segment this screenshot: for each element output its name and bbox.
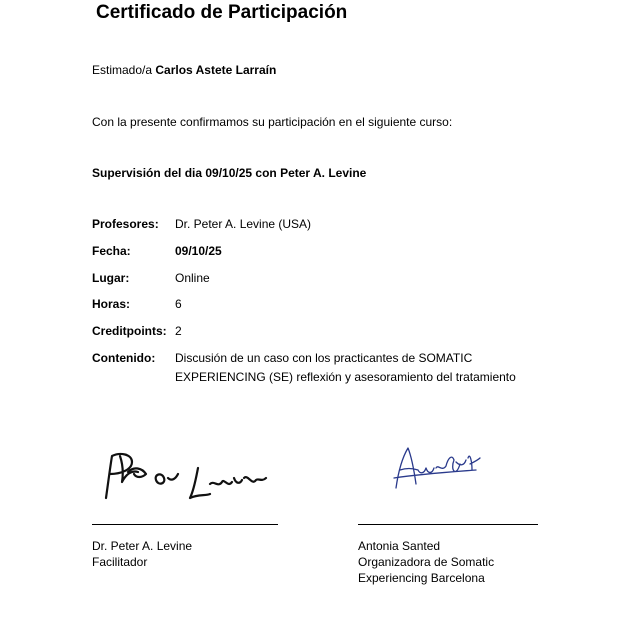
detail-label: Profesores: bbox=[92, 217, 159, 231]
detail-label: Contenido: bbox=[92, 351, 156, 365]
signature-line-right bbox=[358, 524, 538, 525]
course-title: Supervisión del dia 09/10/25 con Peter A. Levine bbox=[92, 166, 367, 180]
signer-name: Antonia Santed bbox=[358, 539, 441, 553]
signature-peter-levine bbox=[98, 448, 270, 504]
signer-name: Dr. Peter A. Levine bbox=[92, 539, 193, 553]
detail-value: Dr. Peter A. Levine (USA) bbox=[175, 217, 312, 231]
detail-value: Online bbox=[175, 271, 210, 285]
signer-role: Facilitador bbox=[92, 555, 148, 569]
signer-role: Experiencing Barcelona bbox=[358, 571, 485, 585]
detail-label: Creditpoints: bbox=[92, 324, 167, 338]
detail-value: Discusión de un caso con los practicantes de SOMATIC EXPERIENCING (SE) reflexión y asesoramiento del tratamiento bbox=[175, 351, 516, 384]
detail-value: 6 bbox=[175, 297, 182, 311]
detail-label: Horas: bbox=[92, 297, 131, 311]
signer-right bbox=[358, 538, 494, 586]
greeting bbox=[92, 63, 276, 77]
detail-label: Lugar: bbox=[92, 271, 130, 285]
detail-value: 09/10/25 bbox=[175, 244, 222, 258]
signature-antonia-santed bbox=[390, 444, 482, 492]
recipient-name: Carlos Astete Larraín bbox=[155, 63, 277, 77]
greeting-prefix: Estimado/a bbox=[92, 63, 156, 77]
detail-label: Fecha: bbox=[92, 244, 131, 258]
signer-left bbox=[92, 538, 192, 570]
certificate-title: Certificado de Participación bbox=[96, 2, 348, 23]
intro-text: Con la presente confirmamos su participación en el siguiente curso: bbox=[92, 115, 453, 129]
signature-line-left bbox=[92, 524, 278, 525]
signer-role: Organizadora de Somatic bbox=[358, 555, 495, 569]
detail-value: 2 bbox=[175, 324, 182, 338]
